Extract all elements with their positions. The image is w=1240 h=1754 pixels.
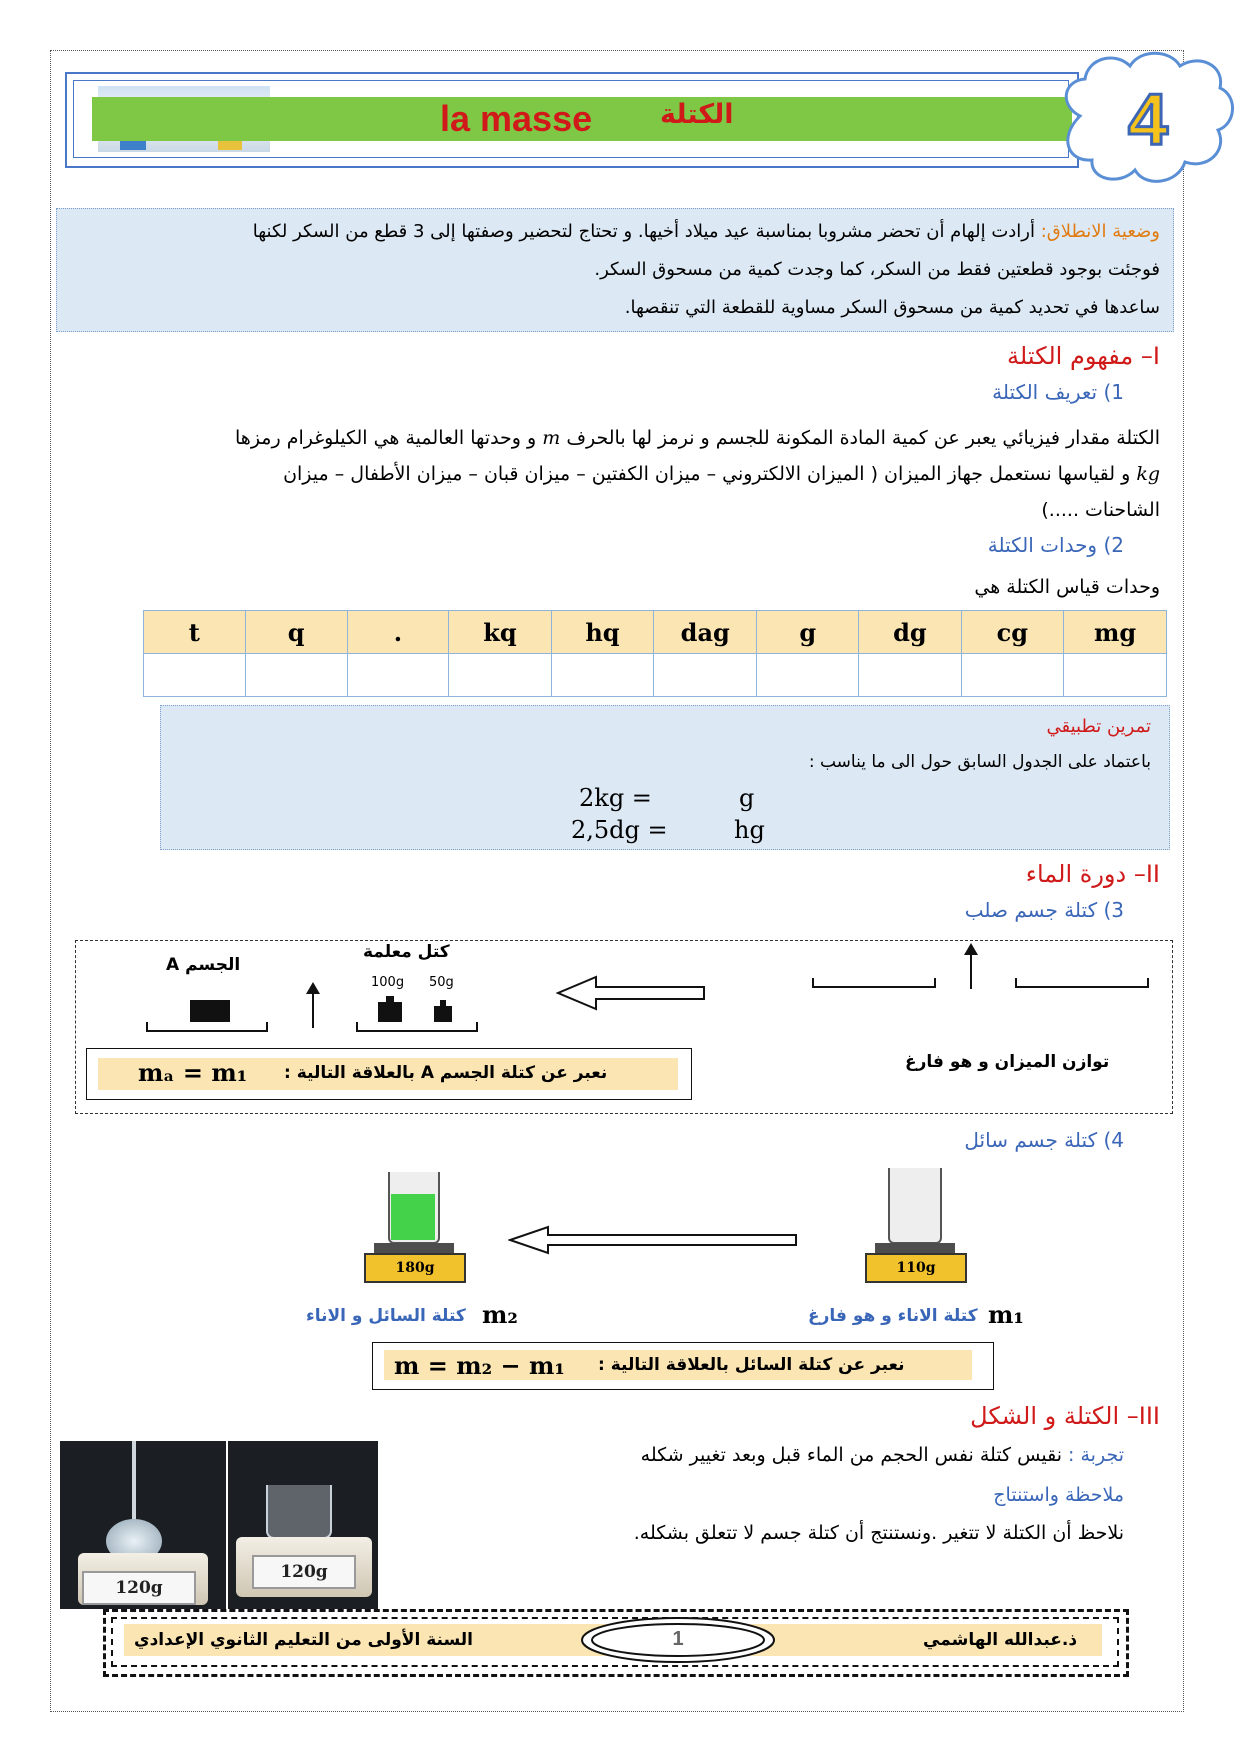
exercise-eq2-right: hg [734,816,765,844]
known-masses-label: كتل معلمة [363,942,450,962]
photo1-reading: 120g [82,1571,196,1605]
mass-100g-label: 100g [371,975,405,990]
liquid-left-arrow-icon [508,1225,798,1255]
scale-plate-full [374,1243,454,1253]
m2-symbol: m₂ [482,1300,518,1329]
unit-cell: cg [961,611,1063,654]
empty-beaker-icon [888,1168,942,1244]
unit-cell: t [144,611,246,654]
empty-cell [757,654,859,697]
loaded-pan-right [356,1022,478,1032]
title-arabic: الكتلة [660,99,734,130]
situation-label: وضعية الانطلاق: [1040,221,1160,242]
observation-label: ملاحظة واستنتاج [993,1484,1124,1506]
balance-pan-left [812,978,936,988]
footer-teacher: ذ.عبدالله الهاشمي [923,1630,1078,1650]
green-liquid [391,1194,435,1240]
loaded-needle-icon [312,994,314,1028]
situation-line-1: وضعية الانطلاق: أرادت إلهام أن تحضر مشروبا بمناسبة عيد ميلاد أخيها. و تحتاج لتحضير وصفتها إلى 3 قطع من السكر لكنها [252,221,1160,242]
empty-cell [551,654,654,697]
unit-cell: g [757,611,859,654]
scale-display-empty: 110g [865,1253,967,1283]
footer-level: السنة الأولى من التعليم الثانوي الإعدادي [134,1630,473,1650]
body-a-label: الجسم A [166,955,241,975]
empty-cell [347,654,449,697]
lesson-number-cloud [1040,46,1240,196]
title-french: la masse [440,98,593,139]
empty-balance-label: توازن الميزان و هو فارغ [905,1052,1110,1072]
section-3-title: III– الكتلة و الشكل [970,1402,1160,1430]
loaded-pan-left [146,1022,268,1032]
experiment-label: تجربة : [1068,1444,1124,1466]
situation-line-2: فوجئت بوجود قطعتين فقط من السكر، كما وجدت كمية من مسحوق السكر. [594,259,1160,280]
balance-pan-right [1015,978,1149,988]
body-a-block-icon [190,1000,230,1022]
situation-line-3: ساعدها في تحديد كمية من مسحوق السكر مساوية للقطعة التي تنقصها. [624,297,1160,318]
units-empty-row [144,654,1167,697]
m1-caption: كتلة الاناء و هو فارغ [808,1306,978,1326]
liquid-relation-formula: m = m₂ − m₁ [394,1351,565,1380]
subsection-2-title: 2) وحدات الكتلة [987,533,1124,557]
exercise-eq2-left: 2,5dg = [571,816,668,844]
empty-cell [859,654,962,697]
empty-cell [449,654,552,697]
footer-page-number: 1 [672,1628,684,1650]
conclusion-text: نلاحظ أن الكتلة لا تتغير .ونستنتج أن كتلة جسم لا تتعلق بشكله. [633,1522,1124,1544]
balance-needle-icon [970,955,972,989]
unit-cell: q [245,611,347,654]
weight-50g-knob [440,1000,446,1006]
photo2-reading: 120g [252,1555,356,1589]
section-2-title: II– دورة الماء [1025,860,1160,888]
unit-cell: . [347,611,449,654]
exercise-title: تمرين تطبيقي [1046,716,1151,737]
empty-cell [654,654,757,697]
section-1-title: I– مفهوم الكتلة [1007,342,1160,370]
solid-relation-text: نعبر عن كتلة الجسم A بالعلاقة التالية : [284,1063,608,1083]
subsection-3-title: 3) كتلة جسم صلب [964,898,1124,922]
m2-caption: كتلة السائل و الاناء [306,1306,466,1326]
lesson-number: 4 [1127,80,1169,160]
weight-50g-icon [434,1006,452,1022]
mass-50g-label: 50g [429,975,454,990]
exercise-eq1-right: g [739,784,755,812]
unit-cell: hq [551,611,654,654]
left-arrow-icon [556,975,706,1011]
subsection-1-title: 1) تعريف الكتلة [992,380,1124,404]
empty-cell [961,654,1063,697]
unit-cell: dg [859,611,962,654]
unit-cell: dag [654,611,757,654]
photo-flask-on-scale [60,1441,226,1609]
photo-beaker-on-scale [228,1441,378,1609]
weight-100g-icon [378,1002,402,1022]
solid-relation-formula: mₐ = m₁ [138,1058,248,1087]
unit-cell: kq [449,611,552,654]
scale-display-full: 180g [364,1253,466,1283]
mass-definition: الكتلة مقدار فيزيائي يعبر عن كمية المادة المكونة للجسم و نرمز لها بالحرف m و وحدتها العالمية هي الكيلوغرام رمزها kg و لقياسها نستعمل جهاز الميزان ( الميزان الالكتروني – ميزان الكفتين – ميزان قبان – ميزان الأطفال – ميزان الشاحنات .....) [235,427,1160,521]
empty-cell [245,654,347,697]
mass-units-table [143,610,1167,697]
units-intro: وحدات قياس الكتلة هي [974,576,1160,598]
unit-cell: mg [1064,611,1167,654]
scale-plate-empty [875,1243,955,1253]
exercise-instruction: باعتماد على الجدول السابق حول الى ما يناسب : [808,752,1151,772]
exercise-box [160,705,1170,850]
units-header-row [144,611,1167,654]
weight-100g-knob [386,996,394,1002]
subsection-4-title: 4) كتلة جسم سائل [964,1128,1124,1152]
empty-cell [1064,654,1167,697]
empty-cell [144,654,246,697]
exercise-eq1-left: 2kg = [579,784,652,812]
experiment-line: تجربة : نقيس كتلة نفس الحجم من الماء قبل وبعد تغيير شكله [640,1444,1124,1466]
liquid-relation-text: نعبر عن كتلة السائل بالعلاقة التالية : [598,1355,905,1375]
m1-symbol: m₁ [988,1300,1024,1329]
